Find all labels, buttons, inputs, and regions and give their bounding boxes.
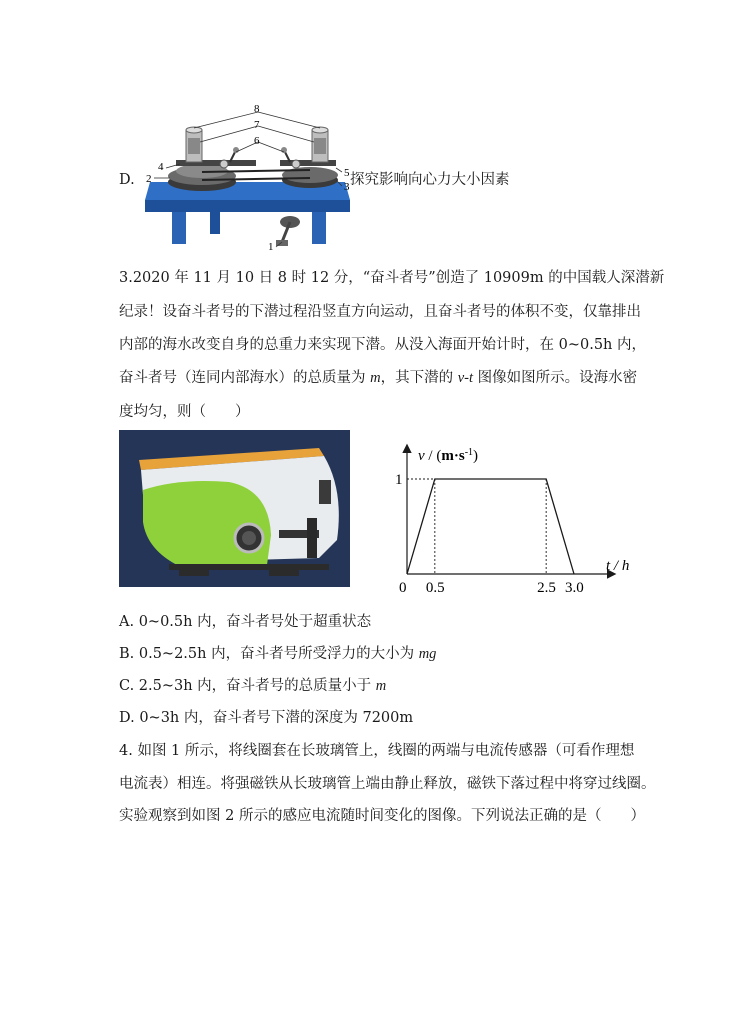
q4-line-1: 4. 如图 1 所示，将线圈套在长玻璃管上，线圈的两端与电流传感器（可看作理想	[119, 743, 635, 759]
x-tick-label: 0.5	[425, 580, 445, 596]
option-b: B. 0.5~2.5h 内，奋斗者号所受浮力的大小为 mg	[119, 646, 437, 662]
q4-line-2: 电流表）相连。将强磁铁从长玻璃管上端由静止释放，磁铁下落过程中将穿过线圈。	[119, 776, 656, 792]
label-8: 8	[254, 103, 260, 115]
x-tick-label: 3.0	[565, 580, 584, 596]
vt-series-line	[407, 479, 574, 574]
vt-graph	[392, 438, 642, 598]
q3-line-4: 奋斗者号（连同内部海水）的总质量为 m，其下潜的 v-t 图像如图所示。设海水密	[119, 370, 638, 386]
q4-line-3: 实验观察到如图 2 所示的感应电流随时间变化的图像。下列说法正确的是（ ）	[119, 808, 645, 824]
dotted-guides	[407, 479, 546, 574]
label-4: 4	[158, 161, 164, 173]
x-tick-label: 2.5	[537, 580, 556, 596]
label-1: 1	[268, 241, 274, 253]
label-2: 2	[146, 173, 152, 185]
label-3: 3	[344, 181, 350, 193]
centripetal-apparatus-figure	[140, 100, 355, 255]
submersible-photo	[119, 430, 350, 587]
x-axis-label: t / h	[606, 558, 630, 574]
q3-line-2: 纪录！设奋斗者号的下潜过程沿竖直方向运动，且奋斗者号的体积不变，仅靠排出	[119, 304, 641, 320]
option-d-caption: 探究影响向心力大小因素	[350, 172, 510, 188]
x-tick-labels	[399, 580, 584, 596]
option-d-letter: D.	[119, 172, 135, 188]
label-7: 7	[254, 119, 260, 131]
y-tick-labels	[395, 472, 403, 488]
option-a: A. 0~0.5h 内，奋斗者号处于超重状态	[119, 614, 372, 630]
q3-line-3: 内部的海水改变自身的总重力来实现下潜。从没入海面开始计时，在 0~0.5h 内，	[119, 337, 646, 353]
label-5: 5	[344, 167, 350, 179]
q3-line-1: 3.2020 年 11 月 10 日 8 时 12 分，“奋斗者号”创造了 10909m 的中国载人深潜新	[119, 270, 665, 286]
y-tick-label: 1	[395, 472, 403, 488]
q3-line-5: 度均匀，则（ ）	[119, 404, 250, 420]
x-tick-label: 0	[399, 580, 407, 596]
label-6: 6	[254, 135, 260, 147]
option-c: C. 2.5~3h 内，奋斗者号的总质量小于 m	[119, 678, 387, 694]
option-d: D. 0~3h 内，奋斗者号下潜的深度为 7200m	[119, 710, 414, 726]
y-axis-label: $v / (m\cdot s^{-1})$	[418, 446, 479, 464]
